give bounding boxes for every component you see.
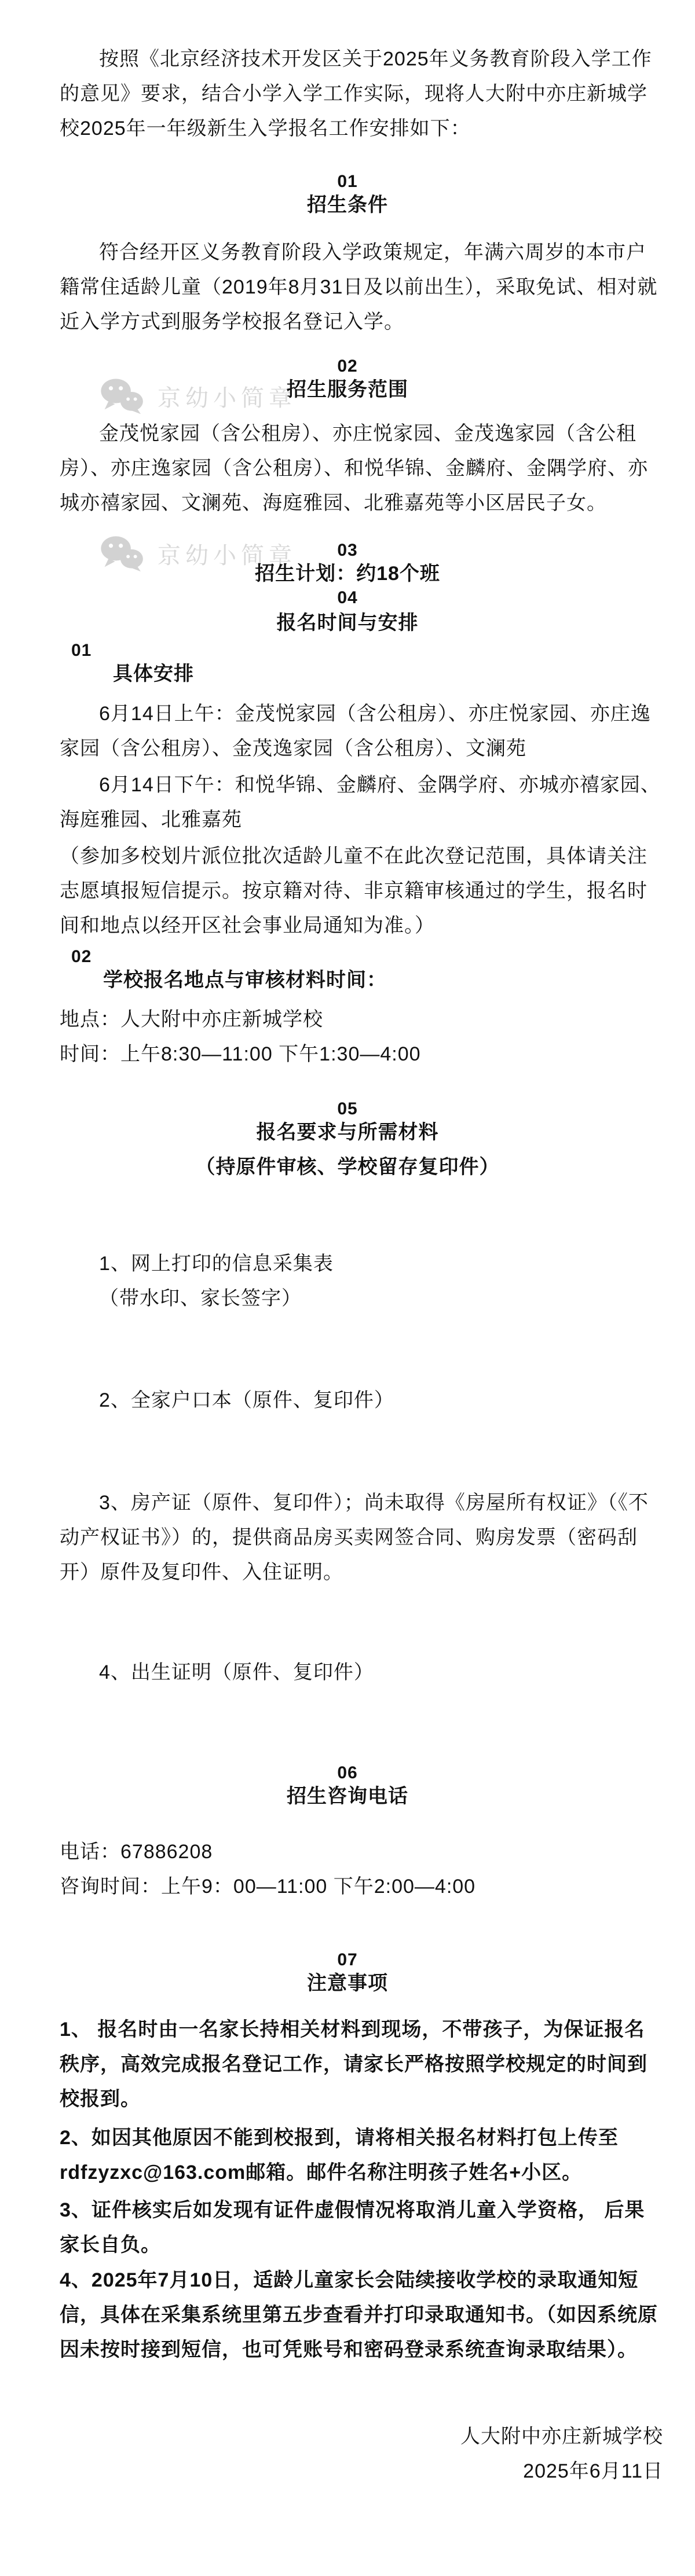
- section-6-number: 06: [337, 1763, 358, 1782]
- section-1-paragraph: 符合经开区义务教育阶段入学政策规定，年满六周岁的本市户籍常住适龄儿童（2019年8月31日及以前出生），采取免试、相对就近入学方式到服务学校报名登记入学。: [60, 241, 658, 333]
- watermark-text: 京幼小简章: [158, 385, 297, 411]
- material-item-3: 3、房产证（原件、复印件）；尚未取得《房屋所有权证》（《不动产权证书》）的，提供商品房买卖网签合同、购房发票（密码刮开）原件及复印件、入住证明。: [60, 1492, 649, 1583]
- morning-schedule-paragraph: 6月14日上午：金茂悦家园（含公租房）、亦庄悦家园、亦庄逸家园（含公租房）、金茂逸家园（含公租房）、文澜苑: [60, 703, 651, 759]
- material-item-2: 2、全家户口本（原件、复印件）: [99, 1389, 394, 1411]
- section-5-number: 05: [337, 1099, 358, 1118]
- section-7-number: 07: [337, 1950, 358, 1969]
- notice-item-3: 3、证件核实后如发现有证件虚假情况将取消儿童入学资格， 后果家长自负。: [60, 2199, 645, 2256]
- material-item-1: 1、网上打印的信息采集表: [99, 1253, 334, 1275]
- bracket-note-paragraph: （参加多校划片派位批次适龄儿童不在此次登记范围，具体请关注志愿填报短信提示。按京籍对待、非京籍审核通过的学生，报名时间和地点以经开区社会事业局通知为准。）: [60, 845, 648, 937]
- section-3-title: 招生计划：约18个班: [255, 563, 440, 585]
- section-5-title: 报名要求与所需材料: [256, 1121, 439, 1143]
- material-item-1-note: （带水印、家长签字）: [99, 1287, 302, 1309]
- notice-item-2: 2、如因其他原因不能到校报到，请将相关报名材料打包上传至rdfzyzxc@163.com邮箱。邮件名称注明孩子姓名+小区。: [60, 2127, 619, 2184]
- section-4-number: 04: [337, 588, 358, 607]
- notice-item-1: 1、 报名时由一名家长持相关材料到现场，不带孩子，为保证报名秩序，高效完成报名登记工作，请家长严格按照学校规定的时间到校报到。: [60, 2019, 648, 2110]
- signature-school-name: 人大附中亦庄新城学校: [460, 2425, 663, 2447]
- section-2-title: 招生服务范围: [287, 379, 408, 401]
- section-4-title: 报名时间与安排: [276, 612, 419, 634]
- afternoon-schedule-paragraph: 6月14日下午：和悦华锦、金麟府、金隅学府、亦城亦禧家园、海庭雅园、北雅嘉苑: [60, 774, 661, 831]
- registration-location-line: 地点：人大附中亦庄新城学校: [60, 1008, 323, 1030]
- watermark-text: 京幼小简章: [158, 542, 297, 568]
- section-4-sub-2-title: 学校报名地点与审核材料时间：: [103, 969, 387, 991]
- section-5-subtitle: （持原件审核、学校留存复印件）: [195, 1156, 500, 1178]
- registration-time-line: 时间：上午8:30—11:00 下午1:30—4:00: [60, 1043, 421, 1065]
- section-4-sub-2-number: 02: [71, 947, 92, 966]
- consult-hours-line: 咨询时间：上午9：00—11:00 下午2:00—4:00: [60, 1876, 476, 1898]
- signature-date: 2025年6月11日: [523, 2460, 663, 2482]
- section-2-paragraph: 金茂悦家园（含公租房）、亦庄悦家园、金茂逸家园（含公租房）、亦庄逸家园（含公租房）、和悦华锦、金麟府、金隅学府、亦城亦禧家园、文澜苑、海庭雅园、北雅嘉苑等小区居民子女。: [60, 423, 648, 514]
- section-1-title: 招生条件: [307, 194, 388, 216]
- phone-line: 电话：67886208: [60, 1841, 213, 1863]
- intro-paragraph: 按照《北京经济技术开发区关于2025年义务教育阶段入学工作的意见》要求，结合小学入学工作实际，现将人大附中亦庄新城学校2025年一年级新生入学报名工作安排如下：: [60, 48, 652, 140]
- section-2-number: 02: [337, 357, 358, 376]
- material-item-4: 4、出生证明（原件、复印件）: [99, 1661, 374, 1683]
- section-1-number: 01: [337, 172, 358, 191]
- section-4-sub-1-title: 具体安排: [113, 663, 194, 685]
- section-4-sub-1-number: 01: [71, 641, 92, 660]
- section-6-title: 招生咨询电话: [287, 1785, 408, 1807]
- section-7-title: 注意事项: [307, 1972, 388, 1994]
- notice-item-4: 4、2025年7月10日，适龄儿童家长会陆续接收学校的录取通知短信，具体在采集系统里第五步查看并打印录取通知书。（如因系统原因未按时接到短信，也可凭账号和密码登录系统查询录取结果）。: [60, 2269, 658, 2361]
- section-3-number: 03: [337, 541, 358, 560]
